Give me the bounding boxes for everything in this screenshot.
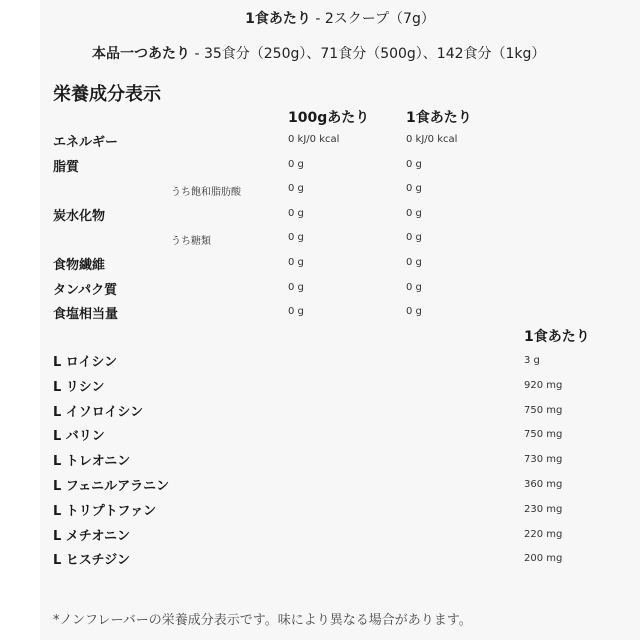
amino-acid-value: 360 mg [524, 479, 563, 490]
nutrient-value-per-100g: 0 g [288, 306, 304, 318]
amino-acid-label: L バリン [53, 429, 105, 445]
amino-acid-row [0, 500, 640, 522]
amino-acid-row [0, 351, 640, 373]
amino-acid-label: L ヒスチジン [53, 553, 130, 569]
amino-acid-row [0, 450, 640, 472]
nutrition-row [0, 303, 640, 323]
amino-acid-value: 3 g [524, 355, 540, 366]
nutrition-row [0, 131, 640, 151]
serving-size-line [40, 8, 640, 28]
amino-column-header-per-serving: 1食あたり [524, 329, 590, 345]
serving-size-value: - 2スクープ（7g） [310, 11, 435, 27]
nutrient-value-per-serving: 0 g [406, 306, 422, 318]
nutrient-label: 脂質 [53, 159, 80, 175]
amino-acid-label: L メチオニン [53, 528, 131, 544]
nutrition-row [0, 205, 640, 225]
nutrition-title: 栄養成分表示 [53, 84, 161, 105]
amino-acid-value: 230 mg [524, 503, 563, 515]
amino-acid-row [0, 475, 640, 497]
nutrient-value-per-serving: 0 g [406, 183, 422, 195]
footnote: *ノンフレーバーの栄養成分表示です。味により異なる場合があります。 [53, 613, 472, 628]
nutrient-value-per-100g: 0 g [288, 281, 304, 293]
nutrient-value-per-serving: 0 g [406, 207, 422, 219]
nutrient-label: 食塩相当量 [53, 307, 119, 323]
nutrient-value-per-100g: 0 g [288, 183, 304, 195]
nutrition-row [0, 254, 640, 274]
nutrition-row [0, 180, 640, 200]
amino-acid-value: 200 mg [524, 553, 563, 565]
nutrient-value-per-serving: 0 kJ/0 kcal [406, 134, 458, 145]
nutrient-value-per-100g: 0 g [288, 207, 304, 219]
amino-acid-value: 730 mg [524, 454, 563, 466]
nutrient-label: タンパク質 [53, 282, 118, 298]
nutrition-row [0, 279, 640, 299]
column-header-per-100g: 100gあたり [288, 110, 370, 126]
nutrient-label: うち飽和脂肪酸 [171, 187, 241, 199]
nutrient-value-per-100g: 0 kJ/0 kcal [288, 134, 340, 145]
nutrient-value-per-serving: 0 g [406, 257, 422, 268]
column-header-per-serving: 1食あたり [406, 110, 472, 126]
amino-acid-row [0, 376, 640, 398]
amino-acid-label: L ロイシン [53, 355, 118, 370]
nutrient-label: エネルギー [53, 135, 119, 150]
nutrient-value-per-100g: 0 g [288, 232, 304, 244]
nutrient-label: うち糖類 [171, 236, 211, 248]
amino-acid-label: L フェニルアラニン [53, 479, 170, 494]
amino-acid-label: L トリプトファン [53, 503, 157, 519]
amino-acid-label: L イソロイシン [53, 404, 144, 420]
amino-acid-row [0, 549, 640, 571]
amino-acid-value: 750 mg [524, 404, 563, 416]
amino-acid-value: 920 mg [524, 379, 563, 391]
nutrition-row [0, 229, 640, 249]
nutrient-value-per-100g: 0 g [288, 257, 304, 268]
nutrient-value-per-100g: 0 g [288, 158, 304, 170]
servings-per-pack-line [92, 43, 545, 63]
amino-acid-row [0, 425, 640, 447]
nutrition-row [0, 156, 640, 176]
amino-acid-label: L トレオニン [53, 454, 131, 470]
nutrient-label: 食物繊維 [53, 258, 106, 273]
servings-per-pack-label: 本品一つあたり [92, 46, 190, 62]
nutrient-value-per-serving: 0 g [406, 158, 422, 170]
amino-acid-row [0, 525, 640, 547]
nutrient-value-per-serving: 0 g [406, 232, 422, 244]
amino-acid-label: L リシン [53, 379, 105, 395]
amino-acid-value: 750 mg [524, 429, 563, 441]
servings-per-pack-value: - 35食分（250g）、71食分（500g）、142食分（1kg） [190, 46, 546, 62]
amino-acid-value: 220 mg [524, 528, 563, 540]
amino-acid-row [0, 401, 640, 423]
serving-size-label: 1食あたり [245, 11, 311, 27]
nutrient-label: 炭水化物 [53, 208, 106, 224]
nutrient-value-per-serving: 0 g [406, 281, 422, 293]
